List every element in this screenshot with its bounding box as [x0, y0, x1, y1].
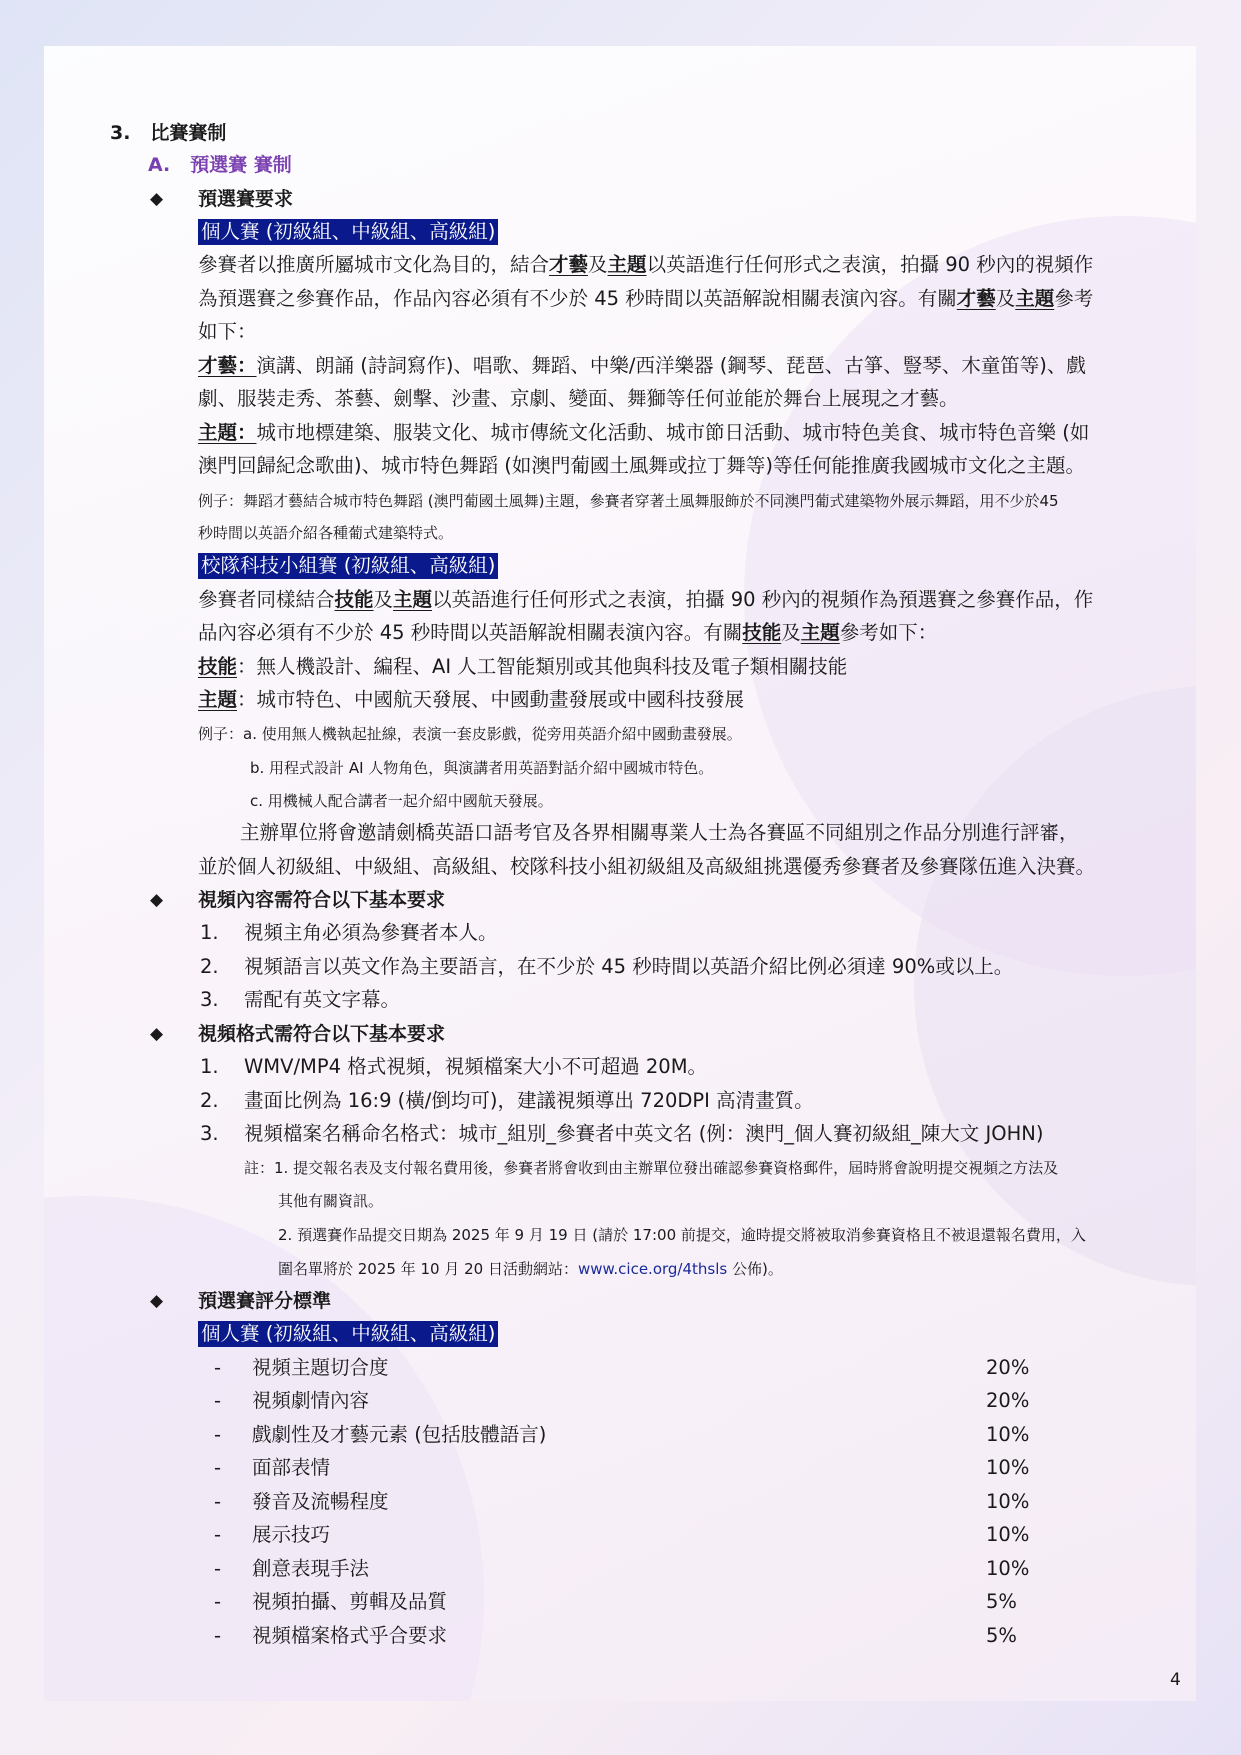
- note-line: 圍名單將於 2025 年 10 月 20 日活動網站：www.cice.org/4thsls 公佈)。: [278, 1260, 783, 1278]
- subsection-heading: [148, 152, 292, 178]
- list-item: WMV/MP4 格式視頻，視頻檔案大小不可超過 20M。: [244, 1055, 708, 1078]
- page-number: 4: [1170, 1670, 1181, 1690]
- team-paragraph-line: 參賽者同樣結合技能及主題以英語進行任何形式之表演，拍攝 90 秒內的視頻作為預選賽之參賽作品，作: [198, 588, 1094, 611]
- judging-paragraph: 並於個人初級組、中級組、高級組、校隊科技小組初級組及高級組挑選優秀參賽者及參賽隊伍進入決賽。: [198, 855, 1096, 878]
- scoring-percent: 20%: [986, 1356, 1030, 1379]
- section-number: 3.: [110, 122, 131, 144]
- list-number: 1.: [200, 1055, 219, 1078]
- scoring-percent: 10%: [986, 1523, 1030, 1546]
- section-heading: [110, 120, 226, 146]
- team-label: 校隊科技小組賽 (初級組、高級組): [198, 553, 498, 579]
- scoring-percent: 5%: [986, 1624, 1017, 1647]
- video-format-heading: 視頻格式需符合以下基本要求: [198, 1023, 446, 1045]
- bullet-diamond-icon: ◆: [150, 1024, 164, 1044]
- scoring-percent: 20%: [986, 1389, 1030, 1412]
- scoring-item: 創意表現手法: [252, 1557, 370, 1580]
- scoring-item: 發音及流暢程度: [252, 1490, 389, 1513]
- scoring-item: 戲劇性及才藝元素 (包括肢體語言): [252, 1423, 547, 1446]
- individual-label: 個人賽 (初級組、中級組、高級組): [198, 219, 498, 245]
- scoring-percent: 10%: [986, 1423, 1030, 1446]
- theme-line: 主題：城市地標建築、服裝文化、城市傳統文化活動、城市節日活動、城市特色美食、城市特色音樂 (如: [198, 421, 1090, 444]
- scoring-item: 視頻檔案格式乎合要求: [252, 1624, 448, 1647]
- team-example: 例子：a. 使用無人機執起扯線，表演一套皮影戲，從旁用英語介紹中國動畫發展。: [198, 725, 742, 743]
- scoring-item: 面部表情: [252, 1456, 331, 1479]
- list-item: 視頻檔案名稱命名格式：城市_組別_參賽者中英文名 (例：澳門_個人賽初級組_陳大文 JOHN): [244, 1122, 1044, 1145]
- scoring-percent: 10%: [986, 1490, 1030, 1513]
- scoring-item: 視頻主題切合度: [252, 1356, 389, 1379]
- judging-paragraph: 主辦單位將會邀請劍橋英語口語考官及各界相關專業人士為各賽區不同組別之作品分別進行評審，: [240, 821, 1079, 844]
- list-number: 3.: [200, 988, 219, 1011]
- subsection-title: 預選賽 賽制: [190, 154, 292, 176]
- team-theme-line: 主題：城市特色、中國航天發展、中國動畫發展或中國科技發展: [198, 688, 745, 711]
- theme-line: 澳門回歸紀念歌曲)、城市特色舞蹈 (如澳門葡國土風舞或拉丁舞等)等任何能推廣我國城市文化之主題。: [198, 454, 1086, 477]
- talent-line: 劇、服裝走秀、茶藝、劍擊、沙畫、京劇、變面、舞獅等任何並能於舞台上展現之才藝。: [198, 387, 959, 410]
- note-line: 註：1. 提交報名表及支付報名費用後，參賽者將會收到由主辦單位發出確認參賽資格郵件，屆時將會說明提交視頻之方法及: [244, 1159, 1059, 1177]
- team-example: b. 用程式設計 AI 人物角色，與演講者用英語對話介紹中國城市特色。: [250, 759, 714, 777]
- scoring-label: 個人賽 (初級組、中級組、高級組): [198, 1321, 498, 1347]
- scoring-heading: 預選賽評分標準: [198, 1290, 332, 1312]
- list-item: 視頻主角必須為參賽者本人。: [244, 921, 498, 944]
- dash-marker: -: [214, 1423, 222, 1446]
- note-line: 2. 預選賽作品提交日期為 2025 年 9 月 19 日 (請於 17:00 前提交，逾時提交將被取消參賽資格且不被退還報名費用，入: [278, 1226, 1086, 1244]
- scoring-item: 展示技巧: [252, 1523, 331, 1546]
- scoring-percent: 5%: [986, 1590, 1017, 1613]
- dash-marker: -: [214, 1590, 222, 1613]
- individual-paragraph-line: 參賽者以推廣所屬城市文化為目的，結合才藝及主題以英語進行任何形式之表演，拍攝 90 秒內的視頻作: [198, 253, 1094, 276]
- dash-marker: -: [214, 1624, 222, 1647]
- individual-paragraph-line: 為預選賽之參賽作品，作品內容必須有不少於 45 秒時間以英語解說相關表演內容。有關才藝及主題參考: [198, 287, 1094, 310]
- dash-marker: -: [214, 1356, 222, 1379]
- team-example: c. 用機械人配合講者一起介紹中國航天發展。: [250, 792, 553, 810]
- skill-line: 技能：無人機設計、編程、AI 人工智能類別或其他與科技及電子類相關技能: [198, 655, 848, 678]
- bullet-diamond-icon: ◆: [150, 890, 164, 910]
- subsection-letter: A.: [148, 154, 171, 176]
- scoring-item: 視頻拍攝、剪輯及品質: [252, 1590, 448, 1613]
- scoring-percent: 10%: [986, 1456, 1030, 1479]
- list-number: 2.: [200, 1089, 219, 1112]
- dash-marker: -: [214, 1456, 222, 1479]
- list-item: 需配有英文字幕。: [244, 988, 401, 1011]
- scoring-percent: 10%: [986, 1557, 1030, 1580]
- list-number: 1.: [200, 921, 219, 944]
- note-line: 其他有關資訊。: [278, 1192, 384, 1210]
- video-content-heading: 視頻內容需符合以下基本要求: [198, 889, 446, 911]
- website-link[interactable]: www.cice.org/4thsls: [577, 1260, 728, 1278]
- list-number: 3.: [200, 1122, 219, 1145]
- individual-example: 秒時間以英語介紹各種葡式建築特式。: [198, 524, 454, 542]
- dash-marker: -: [214, 1557, 222, 1580]
- list-number: 2.: [200, 955, 219, 978]
- list-item: 畫面比例為 16:9 (橫/倒均可)，建議視頻導出 720DPI 高清畫質。: [244, 1089, 814, 1112]
- dash-marker: -: [214, 1389, 222, 1412]
- bullet-diamond-icon: ◆: [150, 1291, 164, 1311]
- individual-paragraph-line: 如下：: [198, 320, 257, 343]
- bullet-diamond-icon: ◆: [150, 189, 164, 209]
- individual-example: 例子：舞蹈才藝結合城市特色舞蹈 (澳門葡國土風舞)主題，參賽者穿著土風舞服飾於不同澳門葡式建築物外展示舞蹈，用不少於45: [198, 492, 1059, 510]
- prelim-requirements-heading: 預選賽要求: [198, 188, 294, 210]
- talent-line: 才藝：演講、朗誦 (詩詞寫作)、唱歌、舞蹈、中樂/西洋樂器 (鋼琴、琵琶、古箏、豎琴、木童笛等)、戲: [198, 354, 1086, 377]
- dash-marker: -: [214, 1523, 222, 1546]
- section-title: 比賽賽制: [150, 122, 227, 144]
- list-item: 視頻語言以英文作為主要語言，在不少於 45 秒時間以英語介紹比例必須達 90%或以上。: [244, 955, 1014, 978]
- team-paragraph-line: 品內容必須有不少於 45 秒時間以英語解說相關表演內容。有關技能及主題參考如下：: [198, 621, 938, 644]
- dash-marker: -: [214, 1490, 222, 1513]
- scoring-item: 視頻劇情內容: [252, 1389, 370, 1412]
